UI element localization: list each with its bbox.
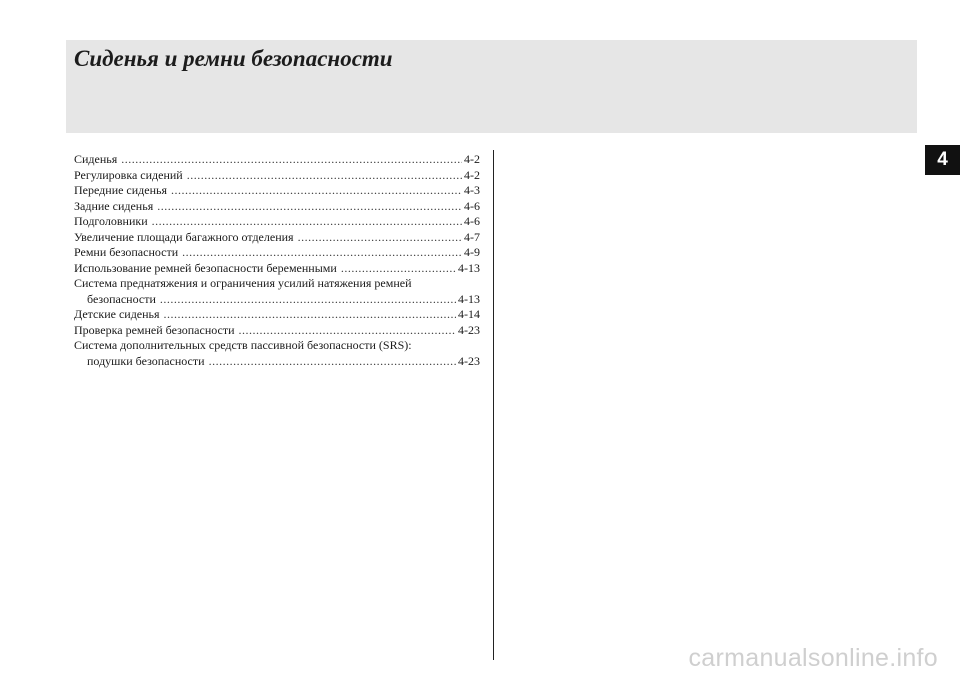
watermark: carmanualsonline.info: [688, 644, 938, 672]
toc-entry-title: Передние сиденья: [74, 183, 168, 197]
toc-leader-dots: [187, 168, 462, 184]
toc-leader-dots: [164, 307, 456, 323]
toc-entry-page: 4-6: [464, 214, 480, 228]
toc-entry-luggage-space[interactable]: [74, 230, 480, 246]
column-divider: [493, 150, 494, 660]
toc-entry-page: 4-13: [458, 260, 480, 275]
toc-entry-title-line2: подушки безопасности: [87, 353, 205, 368]
toc-entry-page: 4-14: [458, 307, 480, 321]
toc-entry-title: Детские сиденья: [74, 307, 160, 321]
toc-entry-page: 4-9: [464, 245, 480, 259]
toc-leader-dots: [171, 183, 462, 199]
toc-entry-title-line1: Система дополнительных средств пассивной безопасности (SRS):: [74, 338, 412, 352]
toc-entry-title: Подголовники: [74, 214, 148, 228]
toc-entry-seat-belts[interactable]: [74, 245, 480, 261]
toc-leader-dots: [298, 230, 462, 246]
toc-entry-rear-seats[interactable]: [74, 199, 480, 215]
toc-entry-child-seats[interactable]: [74, 307, 480, 323]
toc-entry-title-line1: Система преднатяжения и ограничения усилий натяжения ремней: [74, 276, 412, 290]
toc-entry-title: Проверка ремней безопасности: [74, 322, 235, 337]
toc-leader-dots: [160, 292, 456, 308]
toc-entry-page: 4-2: [464, 152, 480, 166]
toc-entry-page: 4-23: [458, 322, 480, 337]
toc-entry-title: Увеличение площади багажного отделения: [74, 229, 294, 244]
toc-leader-dots: [239, 323, 456, 339]
toc-entry-page: 4-3: [464, 183, 480, 197]
toc-leader-dots: [341, 261, 456, 277]
chapter-title: Сиденья и ремни безопасности: [74, 46, 393, 71]
toc-entry-continuation: [74, 354, 480, 370]
toc-leader-dots: [209, 354, 456, 370]
toc-entry-pregnant-women[interactable]: [74, 261, 480, 277]
toc-entry-belt-inspection[interactable]: [74, 323, 480, 339]
toc-leader-dots: [182, 245, 462, 261]
toc-entry-title: Сиденья: [74, 152, 118, 166]
toc-leader-dots: [152, 214, 462, 230]
toc-entry-continuation: [74, 292, 480, 308]
toc-entry-pretensioner[interactable]: [74, 276, 480, 307]
toc-leader-dots: [121, 152, 462, 168]
toc-entry-title-line2: безопасности: [87, 291, 156, 306]
toc-entry-srs-airbags[interactable]: [74, 338, 480, 369]
toc-entry-seats[interactable]: [74, 152, 480, 168]
toc-entry-head-restraints[interactable]: [74, 214, 480, 230]
toc-entry-page: 4-6: [464, 198, 480, 213]
toc-entry-page: 4-13: [458, 291, 480, 306]
toc-leader-dots: [157, 199, 462, 215]
chapter-header-band: [66, 40, 917, 133]
toc-entry-front-seats[interactable]: [74, 183, 480, 199]
chapter-number-tab[interactable]: 4: [925, 145, 960, 175]
table-of-contents: [74, 152, 480, 369]
toc-entry-seat-adjustment[interactable]: [74, 168, 480, 184]
toc-entry-title: Использование ремней безопасности беременными: [74, 260, 337, 275]
toc-entry-page: 4-23: [458, 353, 480, 368]
toc-entry-page: 4-7: [464, 229, 480, 244]
toc-entry-page: 4-2: [464, 167, 480, 182]
toc-entry-title: Регулировка сидений: [74, 167, 183, 182]
toc-entry-title: Задние сиденья: [74, 198, 154, 213]
toc-entry-title: Ремни безопасности: [74, 245, 179, 259]
